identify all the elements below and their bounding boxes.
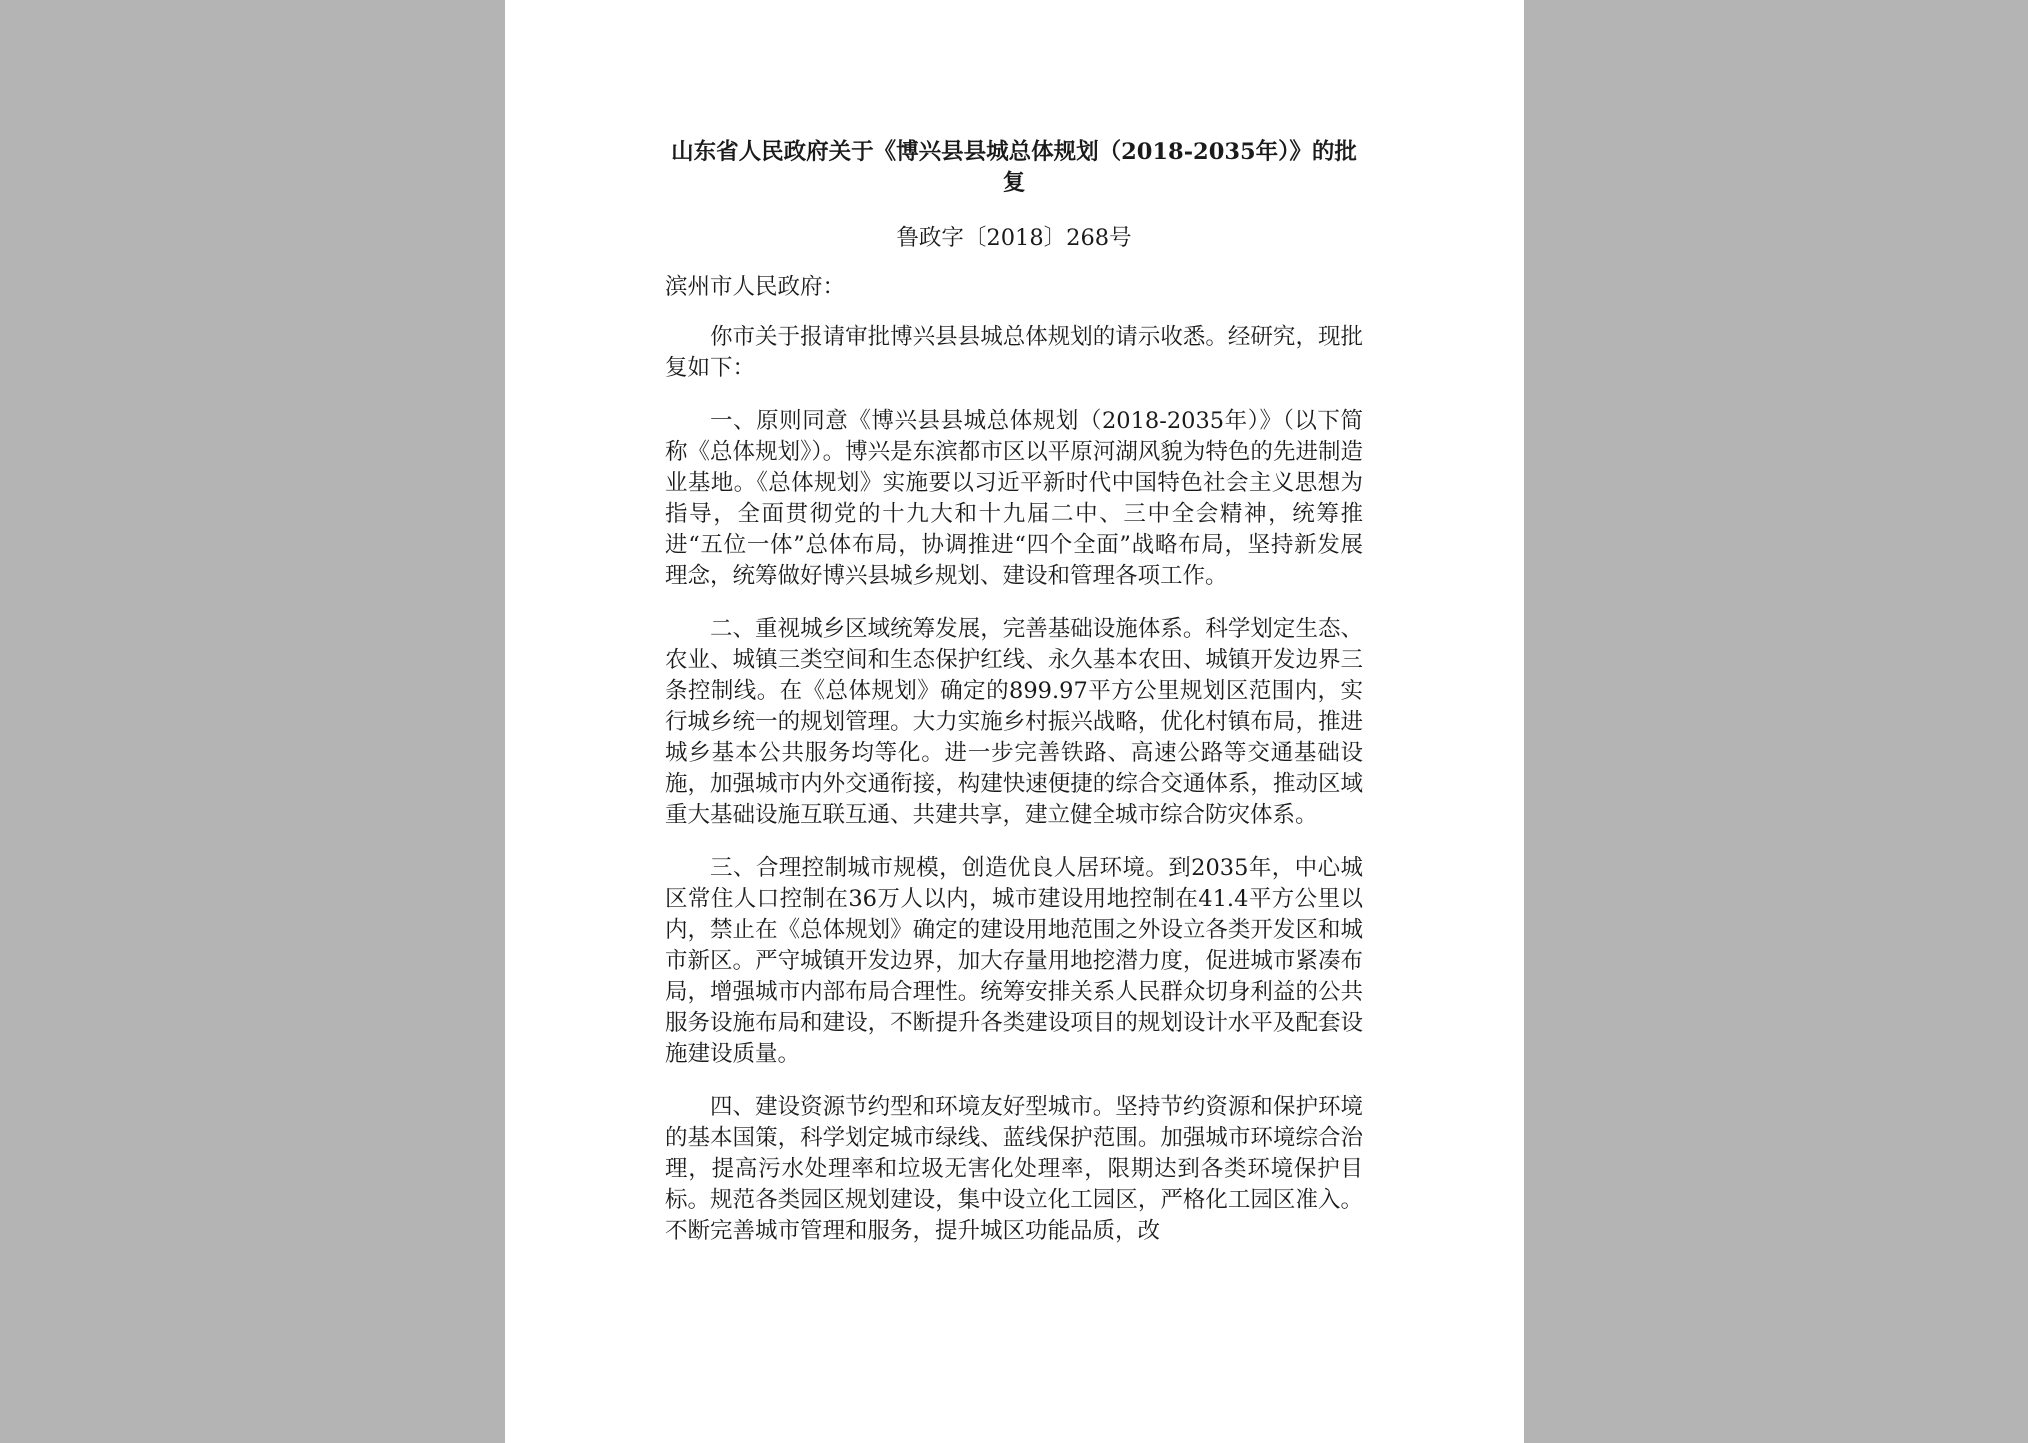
salutation: 滨州市人民政府： [665,274,846,300]
paragraph-3: 三、合理控制城市规模，创造优良人居环境。到2035年，中心城区常住人口控制在36万人以内，城市建设用地控制在41.4平方公里以内，禁止在《总体规划》确定的建设用地范围之外设立各类开发区和城市新区。严守城镇开发边界，加大存量用地挖潜力度，促进城市紧凑布局，增强城市内部布局合理性。统筹安排关系人民群众切身利益的公共服务设施布局和建设，不断提升各类建设项目的规划设计水平及配套设施建设质量。 [665,855,1363,1067]
document-content [665,137,1363,1247]
paragraph-4: 四、建设资源节约型和环境友好型城市。坚持节约资源和保护环境的基本国策，科学划定城市绿线、蓝线保护范围。加强城市环境综合治理，提高污水处理率和垃圾无害化处理率，限期达到各类环境保护目标。规范各类园区规划建设，集中设立化工园区，严格化工园区准入。不断完善城市管理和服务，提升城区功能品质，改 [665,1094,1363,1244]
paragraph-intro: 你市关于报请审批博兴县县城总体规划的请示收悉。经研究，现批复如下： [665,324,1363,381]
document-number: 鲁政字〔2018〕268号 [896,225,1132,251]
paragraph-1: 一、原则同意《博兴县县城总体规划（2018-2035年）》（以下简称《总体规划》）。博兴是东滨都市区以平原河湖风貌为特色的先进制造业基地。《总体规划》实施要以习近平新时代中国特色社会主义思想为指导，全面贯彻党的十九大和十九届二中、三中全会精神，统筹推进“五位一体”总体布局，协调推进“四个全面”战略布局，坚持新发展理念，统筹做好博兴县城乡规划、建设和管理各项工作。 [665,408,1363,589]
paragraph-2: 二、重视城乡区域统筹发展，完善基础设施体系。科学划定生态、农业、城镇三类空间和生态保护红线、永久基本农田、城镇开发边界三条控制线。在《总体规划》确定的899.97平方公里规划区范围内，实行城乡统一的规划管理。大力实施乡村振兴战略，优化村镇布局，推进城乡基本公共服务均等化。进一步完善铁路、高速公路等交通基础设施，加强城市内外交通衔接，构建快速便捷的综合交通体系，推动区域重大基础设施互联互通、共建共享，建立健全城市综合防灾体系。 [665,616,1363,828]
document-title: 山东省人民政府关于《博兴县县城总体规划（2018-2035年）》的批复 [671,139,1357,196]
document-page [505,0,1524,1443]
